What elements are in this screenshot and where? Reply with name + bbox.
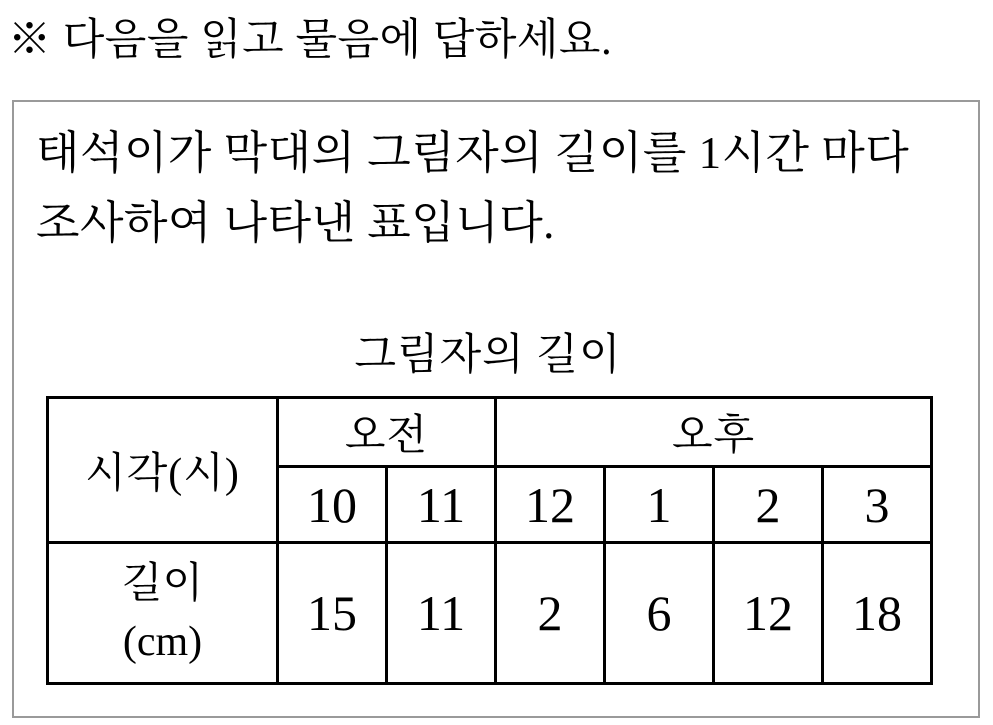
table-area	[46, 328, 930, 685]
length-cell: 6	[605, 543, 714, 684]
description-line-1: 태석이가 막대의 그림자의 길이를 1시간 마다	[36, 128, 910, 178]
time-cell: 2	[714, 467, 823, 543]
column-group-pm: 오후	[496, 398, 932, 467]
row-header-length-line-1: 길이	[121, 561, 204, 607]
column-group-am: 오전	[278, 398, 496, 467]
shadow-length-table	[46, 396, 933, 685]
time-cell: 3	[823, 467, 932, 543]
length-cell: 15	[278, 543, 387, 684]
length-cell: 12	[714, 543, 823, 684]
time-cell: 1	[605, 467, 714, 543]
length-cell: 18	[823, 543, 932, 684]
row-header-length-line-2: (cm)	[122, 619, 203, 665]
table-row-lengths	[48, 543, 932, 684]
table-title: 그림자의 길이	[354, 332, 622, 379]
row-header-length	[48, 543, 278, 684]
problem-box	[12, 100, 980, 718]
table-row-groups	[48, 398, 932, 467]
time-cell: 10	[278, 467, 387, 543]
description-line-2: 조사하여 나타낸 표입니다.	[36, 198, 555, 248]
length-cell: 11	[387, 543, 496, 684]
time-cell: 11	[387, 467, 496, 543]
time-cell: 12	[496, 467, 605, 543]
instruction-text: ※ 다음을 읽고 물음에 답하세요.	[8, 17, 613, 64]
corner-header-time: 시각(시)	[48, 398, 278, 543]
problem-description	[36, 118, 909, 258]
length-cell: 2	[496, 543, 605, 684]
